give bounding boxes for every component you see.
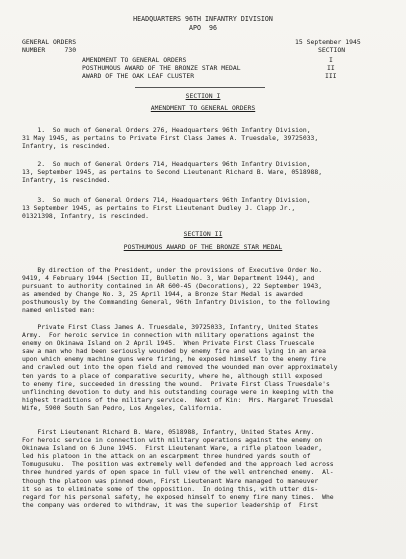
text-line: Private First Class James A. Truesdale, 39725033, Infantry, United States — [22, 323, 319, 331]
text-line: 31 May 1945, as pertains to Private First Class James A. Truesdale, 39725033, — [22, 134, 319, 143]
text-line: 3. So much of General Orders 714, Headquarters 96th Infantry Division, — [22, 196, 311, 204]
text-line: Wife, 5900 South San Pedro, Los Angeles, California. — [22, 403, 223, 412]
text-line: 1. So much of General Orders 276, Headquarters 96th Infantry Division, — [22, 126, 311, 134]
section-1-paragraph-1 — [22, 126, 384, 150]
text-line: saw a man who had been seriously wounded by enemy fire and was lying in an area — [22, 347, 326, 356]
text-line: enemy on Okinawa Island on 2 April 1945. When Private First Class Truescale — [22, 339, 315, 348]
text-line: named enlisted man: — [22, 306, 96, 315]
toc-item-3-title: AWARD OF THE OAK LEAF CLUSTER — [82, 72, 195, 80]
text-line: as amended by Change No. 3, 25 April 1944, a Bronze Star Medal is awarded — [22, 290, 303, 299]
text-line: unflinching devotion to duty and his outstanding courage were in keeping with the — [22, 387, 334, 396]
text-line: upon which enemy machine guns were firing, he exposed himself to the enemy fire — [22, 355, 326, 364]
toc-item-1-numeral: I — [329, 56, 333, 64]
ware-citation-paragraph — [22, 428, 384, 509]
text-line: pursuant to authority contained in AR 600-45 (Decorations), 22 September 1943, — [22, 282, 323, 291]
text-line: 13 September 1945, as pertains to First Lieutenant Dudley J. Clapp Jr., — [22, 204, 296, 213]
text-line: posthumously by the Commanding General, 96th Infantry Division, to the following — [22, 298, 330, 307]
text-line: led his platoon in the attack on an escarpment three hundred yards south of — [22, 452, 311, 461]
text-line: three hundred yards of open space in full view of the well entrenched enemy. Al- — [22, 468, 334, 477]
text-line: though the platoon was pinned down, First Lieutenant Ware managed to maneuver — [22, 476, 319, 485]
division-header: HEADQUARTERS 96TH INFANTRY DIVISION — [133, 15, 273, 23]
section-1-heading: SECTION I — [185, 92, 221, 100]
text-line: the company was ordered to withdraw, it was the superior leadership of First — [22, 500, 319, 509]
text-line: Infantry, is rescinded. — [22, 176, 111, 185]
text-line: 13, September 1945, as pertains to Second Lieutenant Richard B. Ware, 0518988, — [22, 168, 323, 177]
order-date: 15 September 1945 — [295, 38, 361, 46]
text-line: Army. For heroic service in connection with military operations against the — [22, 331, 315, 340]
text-line: highest traditions of the military service. Next of Kin: Mrs. Margaret Truesdal — [22, 395, 334, 404]
text-line: 01321398, Infantry, is rescinded. — [22, 212, 149, 221]
section-2-intro-paragraph — [22, 266, 384, 315]
text-line: By direction of the President, under the provisions of Executive Order No. — [22, 266, 323, 274]
text-line: Tomugusuku. The position was extremely well defended and the approach led across — [22, 460, 334, 469]
general-orders-number: NUMBER 730 — [22, 46, 77, 54]
divider-rule — [135, 87, 265, 88]
general-orders-label: GENERAL ORDERS — [22, 38, 77, 46]
section-1-paragraph-2 — [22, 160, 384, 184]
text-line: For heroic service in connection with military operations against the enemy on — [22, 436, 323, 445]
section-1-title: AMENDMENT TO GENERAL ORDERS — [150, 104, 256, 112]
text-line: 2. So much of General Orders 714, Headquarters 96th Infantry Division, — [22, 160, 311, 168]
text-line: Infantry, is rescinded. — [22, 142, 111, 151]
section-2-heading: SECTION II — [183, 230, 223, 238]
toc-item-2-numeral: II — [327, 64, 335, 72]
toc-item-2-title: POSTHUMOUS AWARD OF THE BRONZE STAR MEDAL — [82, 64, 241, 72]
section-2-title: POSTHUMOUS AWARD OF THE BRONZE STAR MEDAL — [123, 243, 283, 251]
text-line: 9419, 4 February 1944 (Section II, Bulletin No. 3, War Department 1944), and — [22, 274, 315, 283]
text-line: ten yards to a place of comparative security, where he, although still exposed — [22, 371, 323, 380]
text-line: First Lieutenant Richard B. Ware, 0518988, Infantry, United States Army. — [22, 428, 315, 436]
text-line: Okinawa Island on 6 June 1945. First Lieutenant Ware, a rifle platoon leader, — [22, 444, 323, 453]
apo-line: APO 96 — [189, 24, 217, 32]
truesdale-citation-paragraph — [22, 323, 384, 412]
text-line: to enemy fire, succeeded in dressing the wound. Private First Class Truesdale's — [22, 379, 330, 388]
toc-item-1-title: AMENDMENT TO GENERAL ORDERS — [82, 56, 187, 64]
text-line: and crawled out into the open field and removed the wounded man over approximately — [22, 363, 338, 372]
section-1-paragraph-3 — [22, 196, 384, 220]
text-line: regard for his personal safety, he exposed himself to enemy fire many times. Whe — [22, 492, 334, 501]
toc-item-3-numeral: III — [325, 72, 337, 80]
section-column-label: SECTION — [318, 46, 346, 54]
text-line: it so as to eliminate some of the opposition. In doing this, with utter dis- — [22, 484, 319, 493]
